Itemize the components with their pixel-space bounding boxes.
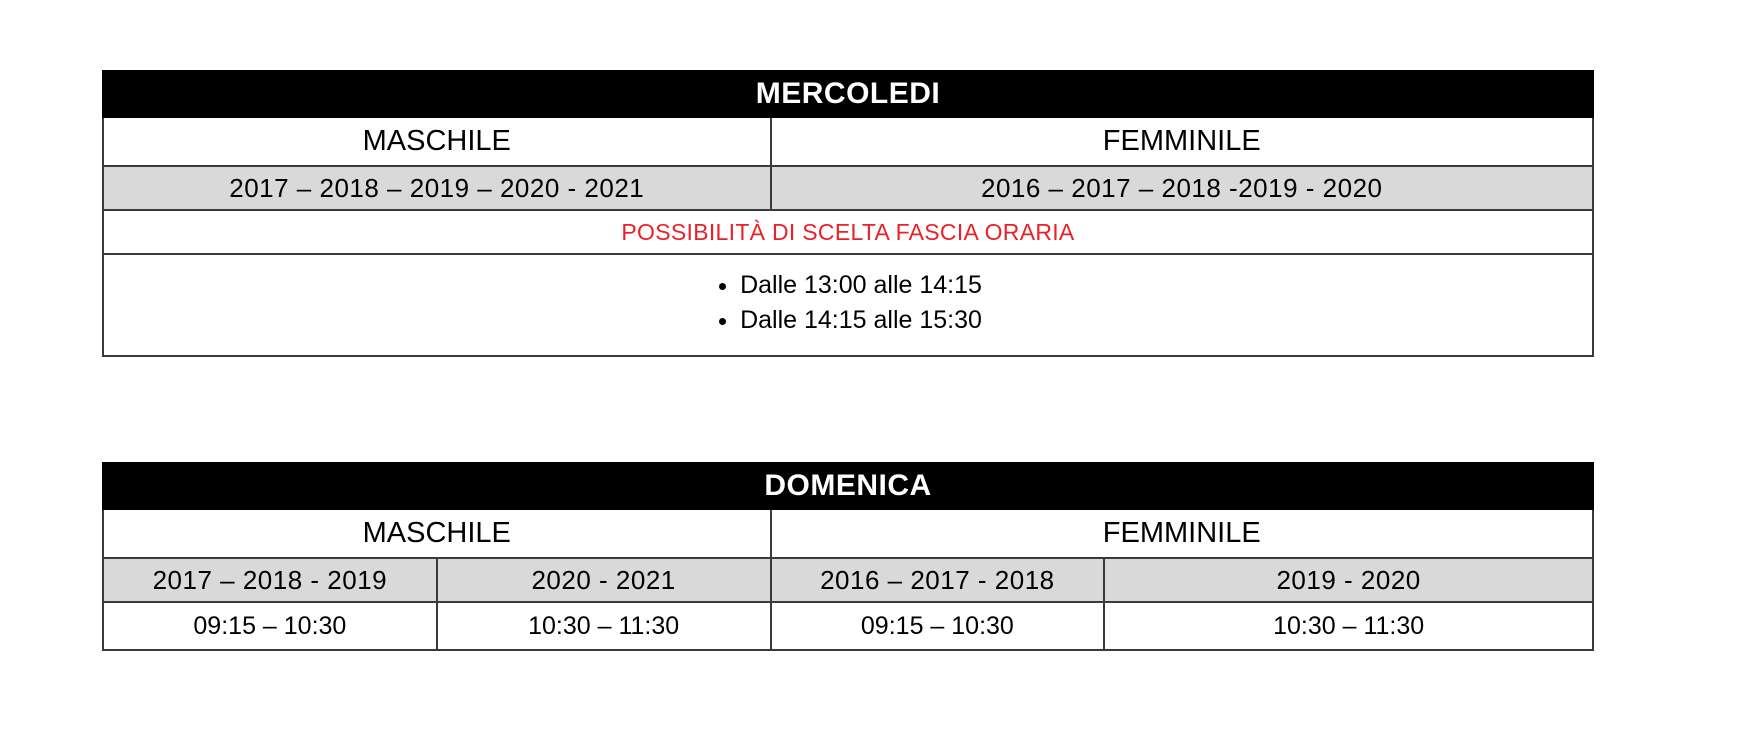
list-item: • Dalle 13:00 alle 14:15 [740, 268, 982, 304]
time-female-group-2: 10:30 – 11:30 [1104, 602, 1593, 650]
gender-header-row [103, 117, 1593, 166]
time-slots-cell [103, 254, 1593, 356]
list-item: • Dalle 14:15 alle 15:30 [740, 303, 982, 339]
years-row [103, 558, 1593, 602]
gender-header-row [103, 509, 1593, 558]
table-title-row [103, 71, 1593, 117]
years-male-group-2: 2020 - 2021 [437, 558, 771, 602]
time-male-group-2: 10:30 – 11:30 [437, 602, 771, 650]
years-male-group-1: 2017 – 2018 - 2019 [103, 558, 437, 602]
schedule-table-mercoledi [102, 70, 1594, 357]
years-row [103, 166, 1593, 210]
time-female-group-1: 09:15 – 10:30 [771, 602, 1105, 650]
times-row [103, 602, 1593, 650]
time-slots-row [103, 254, 1593, 356]
gender-header-male: MASCHILE [103, 509, 771, 558]
schedule-table-domenica [102, 462, 1594, 651]
notice-row [103, 210, 1593, 254]
table-title-row [103, 463, 1593, 509]
years-female: 2016 – 2017 – 2018 -2019 - 2020 [771, 166, 1594, 210]
gender-header-female: FEMMINILE [771, 117, 1594, 166]
table-title: MERCOLEDI [103, 71, 1593, 117]
years-female-group-2: 2019 - 2020 [1104, 558, 1593, 602]
table-title: DOMENICA [103, 463, 1593, 509]
gender-header-male: MASCHILE [103, 117, 771, 166]
notice-text: POSSIBILITÀ DI SCELTA FASCIA ORARIA [103, 210, 1593, 254]
years-male: 2017 – 2018 – 2019 – 2020 - 2021 [103, 166, 771, 210]
time-slot-list [714, 268, 982, 339]
gender-header-female: FEMMINILE [771, 509, 1594, 558]
years-female-group-1: 2016 – 2017 - 2018 [771, 558, 1105, 602]
time-male-group-1: 09:15 – 10:30 [103, 602, 437, 650]
